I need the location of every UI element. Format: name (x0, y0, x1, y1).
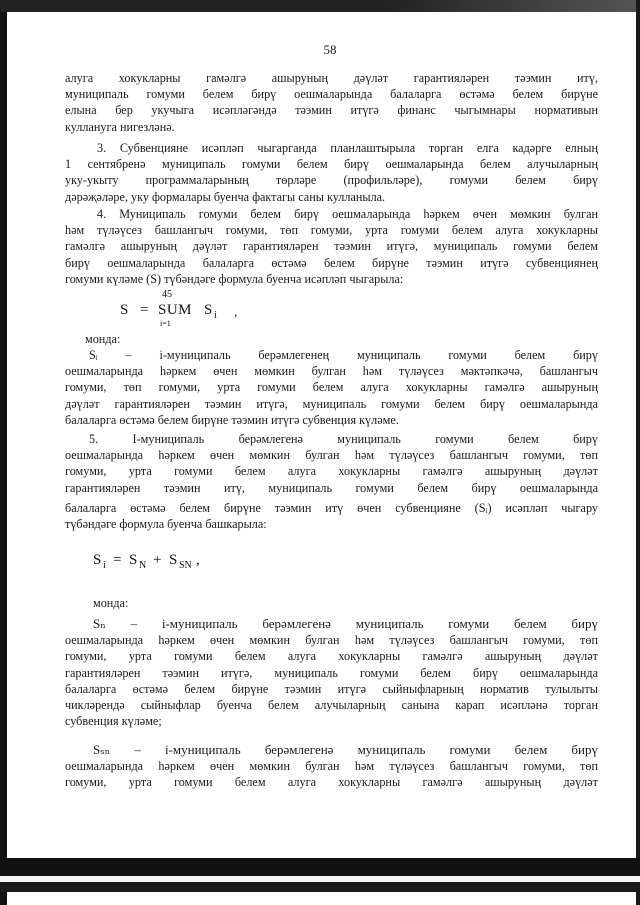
formula2-comma: , (196, 552, 200, 568)
text-line: оешмаларында һәркем өчен мөмкин булган һәм түләүсез башлангыч гомуми, төп (65, 448, 598, 463)
text-line: оешмаларында һәркем өчен мөмкин булган һәм түләүсез башлангыч гомуми, төп (65, 759, 598, 774)
text-line: чикләрендә сыйныфлар буенча белем алучыларның санына карап исәпләнә торган (65, 698, 598, 713)
scan-edge-right (636, 0, 640, 905)
text-line: түбәндәге формула буенча башкарыла: (65, 517, 267, 532)
text-line: муниципаль гомуми белем бирү оешмаларында балаларга өстәмә белем бирүне (65, 87, 598, 102)
text-line: гомуми, төп гомуми, урта гомуми белем алуга хокукларны гамәлгә ашыруның (65, 380, 598, 395)
formula2-term2: S (169, 552, 178, 568)
scan-edge-top (0, 0, 640, 12)
formula-equals: = (140, 302, 149, 318)
text-line: Sₛₙ – i-муниципаль берәмлегенә муниципаль гомуми белем бирү (93, 742, 598, 757)
text-line: гарантияләрен тәэмин итү, муниципаль гомуми белем бирү оешмаларында (65, 480, 598, 495)
label-monda (65, 331, 598, 347)
formula2-term2-subscript: SN (179, 560, 192, 571)
text-line: алуга хокукларны гамәлгә ашыруның дәүләт гарантияләрен тәэмин итү, (65, 71, 598, 85)
formula2-lhs-subscript: i (103, 560, 106, 571)
definition-si (65, 347, 598, 428)
formula-sum-operator: SUM (158, 302, 193, 318)
text-line: балаларга өстәмә белем бирүне тәэмин итүгә сыйныфларның норматив тулылыты (65, 681, 598, 696)
text-line: 5. I-муниципаль берәмлегенә муниципаль гомуми белем бирү (89, 432, 598, 446)
monda-label: монда: (93, 596, 129, 610)
text-line: 4. Муниципаль гомуми белем бирү оешмаларында һәркем өчен мөмкин булган (97, 207, 598, 221)
text-line: субвенция күләме; (65, 714, 162, 729)
text-line: уку-укыту программаларының төрләре (профильләре), гомуми белем бирү (65, 173, 598, 188)
page-number: 58 (323, 42, 337, 57)
text-line: гомуми, урта гомуми белем алуга хокукларны гамәлгә ашыруның дәүләт (65, 464, 598, 479)
label-monda-2 (65, 595, 598, 611)
formula-sum-lower: i=1 (160, 319, 171, 328)
formula2-plus: + (153, 552, 162, 568)
formula-sum (120, 289, 280, 328)
text-line: балаларга өстәмә белем бирүне тәэмин итүгә субвенция күләме. (65, 412, 399, 427)
definition-sn (65, 616, 598, 729)
text-line: дәрәҗәләре, уку формалары буенча фактагы саны кулланыла. (65, 189, 386, 204)
formula-comma: , (234, 304, 238, 319)
formula-lhs: S (120, 302, 129, 318)
text-line: гомуми, урта гомуми белем алуга хокукларны гамәлгә ашыруның дәүләт (65, 775, 598, 790)
paragraph-3 (65, 140, 598, 205)
paragraph-5 (65, 431, 598, 532)
text-line: һәм түләүсез башлангыч гомуми, төп гомуми, урта гомуми белем алуга хокукларны (65, 223, 598, 238)
text-line: кулланугa нигезләнә. (65, 119, 175, 134)
text-line: 1 сентябренә муниципаль гомуми белем бирү оешмаларында белем алучыларның (65, 157, 598, 172)
scan-edge-bottom (0, 858, 640, 876)
formula2-lhs: S (93, 552, 102, 568)
scan-edge-bottom-2 (0, 882, 640, 892)
formula-term-subscript: i (214, 310, 217, 321)
text-line: 3. Субвенцияне исәпләп чыгарганда планлаштырыла торган елга кадәрге елның (97, 141, 598, 155)
text-line: балаларга өстәмә белем бирүне тәэмин итү өчен субвенцияне (Sᵢ) исәпләп чыгару (65, 500, 598, 515)
definition-ssn (65, 742, 598, 791)
scan-edge-left (0, 0, 7, 905)
text-line: Sᵢ – i-муниципаль берәмлегенең муниципаль гомуми белем бирү (89, 348, 598, 362)
formula-si (93, 552, 233, 576)
formula2-term1: S (129, 552, 138, 568)
text-line: гарантияләрен тәэмин итүгә, муниципаль гомуми белем бирү оешмаларында (65, 665, 598, 680)
paragraph-4 (65, 206, 598, 287)
formula-term: S (204, 302, 213, 318)
text-line: оешмаларында һәркем өчен мөмкин булган һәм түләүсез башлангыч гомуми, төп (65, 633, 598, 648)
text-line: гамәлгә ашыруның дәүләт гарантияләрен тәэмин итүгә, муниципаль гомуми белем (65, 239, 598, 254)
text-line: гомуми күләме (S) түбәндәге формула буенча исәпләп чыгарыла: (65, 271, 404, 286)
text-line: елына бер укучыга исәпләгәндә тәэмин итүгә финанс чыгымнары нормативын (65, 103, 598, 118)
formula-sum-upper: 45 (162, 289, 172, 300)
formula2-term1-subscript: N (139, 560, 147, 571)
formula2-equals: = (113, 552, 122, 568)
text-line: оешмаларында һәркем өчен мөмкин булган һәм түләүсез мәктәпкәчә, башлангыч (65, 364, 598, 379)
text-line: бирү оешмаларында балаларга өстәмә белем бирүне тәэмин итүгә субвенциянең (65, 255, 598, 270)
text-line: дәүләт гарантияләрен тәэмин итүгә, муниципаль гомуми белем бирү оешмаларында (65, 396, 598, 411)
monda-label: монда: (85, 332, 121, 346)
text-line: Sₙ – i-муниципаль берәмлегенә муниципаль гомуми белем бирү (93, 616, 598, 631)
text-line: гомуми, урта гомуми белем алуга хокукларны гамәлгә ашыруның дәүләт (65, 649, 598, 664)
paragraph-continuation (65, 70, 598, 135)
